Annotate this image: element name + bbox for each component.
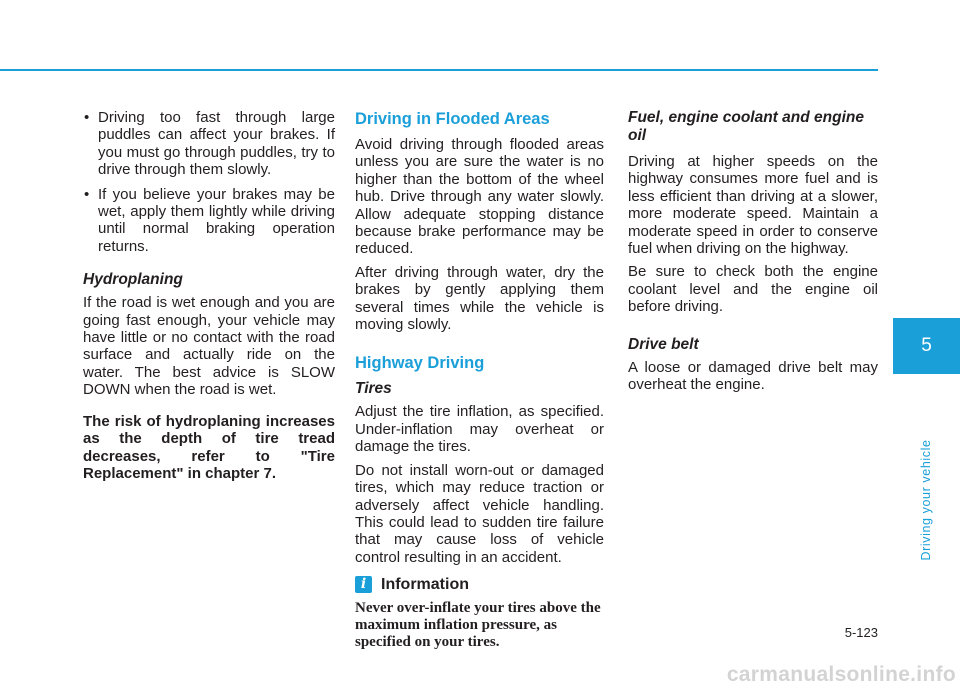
flooded-paragraph-1: Avoid driving through flooded areas unless you are sure the water is no higher than the bottom of the wheel hub. Drive through any water slowly. Allow adequate stopping distance because brake performance may be reduced. xyxy=(355,136,604,258)
tires-heading: Tires xyxy=(355,380,392,398)
tires-paragraph-1: Adjust the tire inflation, as specified. Under-inflation may overheat or damage the tires. xyxy=(355,403,604,456)
drive-belt-paragraph: A loose or damaged drive belt may overheat the engine. xyxy=(628,358,878,394)
flooded-areas-heading: Driving in Flooded Areas xyxy=(355,110,550,128)
flooded-paragraph-2: After driving through water, dry the brakes by gently applying them several times while the vehicle is moving slowly. xyxy=(355,263,604,334)
bullet-item: • Driving too fast through large puddles can affect your brakes. If you must go through puddles, try to drive through them slowly. xyxy=(83,109,335,179)
fuel-paragraph-2: Be sure to check both the engine coolant level and the engine oil before driving. xyxy=(628,263,878,316)
header-rule xyxy=(0,69,878,71)
hydroplaning-note: The risk of hydroplaning increases as the depth of tire tread decreases, refer to "Tire Replacement" in chapter 7. xyxy=(83,412,335,482)
information-header xyxy=(355,576,604,593)
drive-belt-heading: Drive belt xyxy=(628,335,699,353)
bullet-item: • If you believe your brakes may be wet, apply them lightly while driving until normal braking operation returns. xyxy=(83,186,335,256)
watermark: carmanualsonline.info xyxy=(726,663,956,686)
chapter-title-label: Driving your vehicle xyxy=(919,439,933,561)
column-2 xyxy=(355,109,604,651)
fuel-paragraph-1: Driving at higher speeds on the highway consumes more fuel and is less efficient than driving at a slower, more moderate speed. Maintain a moderate speed in order to conserve fuel when driving on the highway. xyxy=(628,153,878,258)
fuel-coolant-oil-heading: Fuel, engine coolant and engine oil xyxy=(628,109,864,144)
column-1 xyxy=(83,109,335,488)
highway-driving-heading: Highway Driving xyxy=(355,354,485,373)
bullet-list xyxy=(83,109,335,255)
chapter-number-tab: 5 xyxy=(893,318,960,374)
information-title: Information xyxy=(381,576,469,594)
page-number: 5-123 xyxy=(844,625,878,640)
information-text: Never over-inflate your tires above the maximum inflation pressure, as specified on your tires. xyxy=(355,599,601,650)
information-icon: i xyxy=(355,576,372,593)
tires-paragraph-2: Do not install worn-out or damaged tires, which may reduce traction or adversely affect vehicle handling. This could lead to sudden tire failure that may cause loss of vehicle control resulting in an accident. xyxy=(355,461,604,566)
hydroplaning-paragraph: If the road is wet enough and you are going fast enough, your vehicle may have little or no contact with the road surface and actually ride on the water. The best advice is SLOW DOWN when the road is wet. xyxy=(83,294,335,399)
hydroplaning-heading: Hydroplaning xyxy=(83,271,183,289)
column-3 xyxy=(628,109,878,399)
